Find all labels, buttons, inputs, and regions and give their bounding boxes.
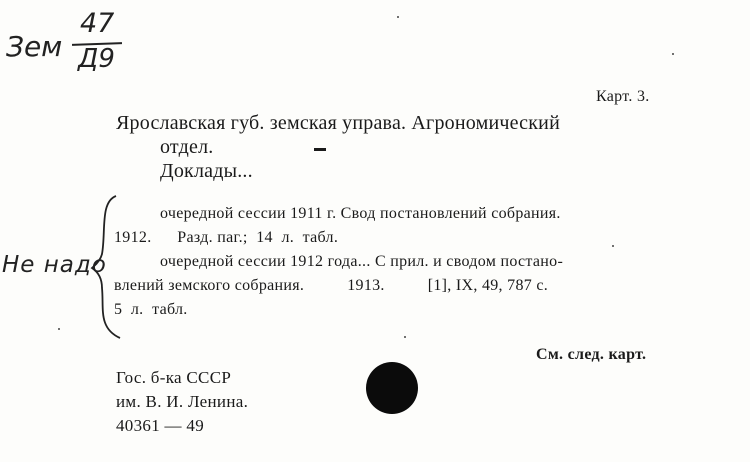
heading-line-3: Доклады... — [160, 160, 253, 182]
shelf-mark-numerator: 47 — [80, 8, 115, 39]
library-stamp-line-3: 40361 — 49 — [116, 416, 204, 435]
shelf-mark-prefix: Зем — [6, 30, 63, 63]
library-stamp-line-1: Гос. б-ка СССР — [116, 368, 232, 387]
speck — [404, 336, 406, 338]
see-next-card: См. след. карт. — [536, 346, 647, 363]
heading-mark — [314, 148, 326, 151]
entry-2-line-2: влений земского собрания. 1913. [1], IX, 49, 787 с. — [114, 277, 549, 294]
shelf-mark-denominator: Д9 — [78, 44, 115, 74]
margin-note: Не надо — [2, 252, 107, 278]
heading-line-2: отдел. — [160, 136, 214, 158]
library-stamp-line-2: им. В. И. Ленина. — [116, 392, 249, 411]
punch-hole — [366, 362, 418, 414]
card-number: Карт. 3. — [596, 88, 650, 105]
heading-line-1: Ярославская губ. земская управа. Агрономический — [116, 112, 560, 134]
speck — [397, 16, 399, 18]
speck — [612, 245, 614, 247]
entry-1-line-2: 1912. Разд. паг.; 14 л. табл. — [114, 229, 339, 246]
entry-2-line-1: очередной сессии 1912 года... С прил. и сводом постано- — [160, 253, 564, 270]
speck — [672, 53, 674, 55]
entry-1-line-1: очередной сессии 1911 г. Свод постановлений собрания. — [160, 205, 561, 222]
speck — [58, 328, 60, 330]
entry-2-line-3: 5 л. табл. — [114, 301, 188, 318]
